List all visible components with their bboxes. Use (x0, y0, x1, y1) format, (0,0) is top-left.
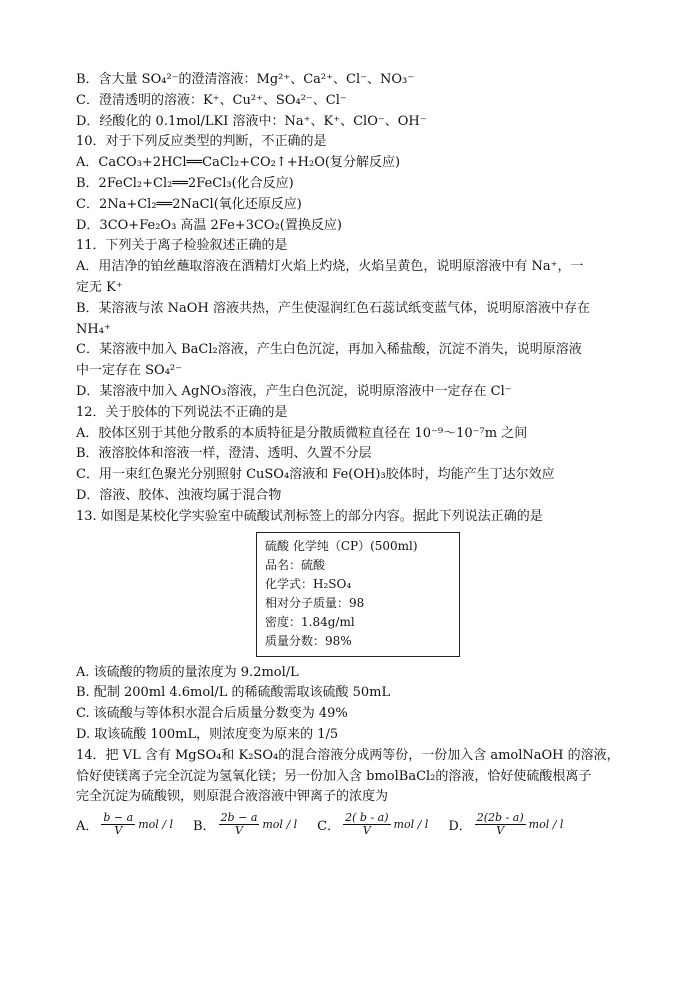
text-line: C．2Na+Cl₂══2NaCl(氧化还原反应) (76, 196, 302, 212)
answer-unit: mol / l (262, 818, 298, 832)
answer-choice (76, 812, 173, 837)
text-line: D．溶液、胶体、浊液均属于混合物 (76, 487, 282, 503)
question-14-answer-choices (76, 812, 624, 837)
text-line: A．胶体区别于其他分散系的本质特征是分散质微粒直径在 10⁻⁹～10⁻⁷m 之间 (76, 425, 528, 441)
text-line: B．2FeCl₂+Cl₂══2FeCl₃(化合反应) (76, 175, 294, 191)
text-line: 14．把 VL 含有 MgSO₄和 K₂SO₄的混合溶液分成两等份，一份加入含 amolNaOH 的溶液， (76, 747, 620, 763)
answer-letter: C． (317, 819, 341, 835)
text-line: 10．对于下列反应类型的判断，不正确的是 (76, 134, 327, 150)
text-line: D．3CO+Fe₂O₃ 高温 2Fe+3CO₂(置换反应) (76, 217, 342, 233)
answer-choice (193, 812, 297, 837)
exam-page (76, 70, 624, 837)
text-line: A. 该硫酸的物质的量浓度为 9.2mol/L (76, 664, 299, 680)
text-line: 相对分子质量：98 (265, 595, 365, 610)
text-line: 11．下列关于离子检验叙述正确的是 (76, 238, 288, 254)
answer-unit: mol / l (138, 818, 173, 832)
text-line: 定无 K⁺ (76, 279, 123, 295)
answer-letter: A． (76, 819, 99, 835)
fraction-numerator: 2b − a (220, 811, 258, 825)
answer-unit: mol / l (528, 818, 564, 832)
text-line: 中一定存在 SO₄²⁻ (76, 363, 182, 379)
text-line: NH₄⁺ (76, 321, 111, 337)
text-line: 质量分数：98% (265, 633, 352, 648)
fraction-denominator: V (496, 824, 505, 838)
text-line: D．经酸化的 0.1mol/LKI 溶液中：Na⁺、K⁺、ClO⁻、OH⁻ (76, 113, 427, 129)
answer-letter: B． (193, 819, 216, 835)
answer-fraction (219, 812, 260, 837)
text-line: A．用洁净的铂丝蘸取溶液在酒精灯火焰上灼烧，火焰呈黄色，说明原溶液中有 Na⁺，一 (76, 259, 584, 275)
text-line: D. 取该硫酸 100mL，则浓度变为原来的 1/5 (76, 726, 339, 742)
text-line: C. 该硫酸与等体积水混合后质量分数变为 49% (76, 706, 348, 722)
text-line: 完全沉淀为硫酸钡，则原混合液溶液中钾离子的浓度为 (76, 789, 389, 805)
text-line: 恰好使镁离子完全沉淀为氢氧化镁；另一份加入含 bmolBaCl₂的溶液，恰好使硫酸根离子 (76, 768, 592, 784)
answer-unit: mol / l (393, 818, 429, 832)
answer-fraction (475, 812, 526, 837)
answer-choice (317, 812, 428, 837)
text-line: A．CaCO₃+2HCl══CaCl₂+CO₂↑+H₂O(复分解反应) (76, 155, 401, 171)
text-line: C．用一束红色聚光分别照射 CuSO₄溶液和 Fe(OH)₃胶体时，均能产生丁达尔效应 (76, 467, 555, 483)
fraction-denominator: V (362, 824, 371, 838)
text-line: 品名：硫酸 (265, 557, 326, 572)
text-line: B．含大量 SO₄²⁻的澄清溶液：Mg²⁺、Ca²⁺、Cl⁻、NO₃⁻ (76, 72, 415, 87)
text-line: 硫酸 化学纯（CP）(500ml) (265, 538, 418, 553)
answer-choice (448, 812, 563, 837)
questions-13-14 (76, 663, 624, 809)
fraction-numerator: 2(2b - a) (476, 811, 524, 825)
fraction-denominator: V (234, 824, 243, 838)
text-line: D．某溶液中加入 AgNO₃溶液，产生白色沉淀，说明原溶液中一定存在 Cl⁻ (76, 383, 512, 399)
questions-10-13 (76, 70, 624, 528)
text-line: B. 配制 200ml 4.6mol/L 的稀硫酸需取该硫酸 50mL (76, 685, 391, 701)
answer-fraction (101, 812, 135, 837)
text-line: C．澄清透明的溶液：K⁺、Cu²⁺、SO₄²⁻、Cl⁻ (76, 92, 347, 108)
sulfuric-acid-label (256, 532, 460, 657)
fraction-numerator: 2( b - a) (345, 811, 389, 825)
answer-fraction (343, 812, 390, 837)
text-line: 13. 如图是某校化学实验室中硫酸试剂标签上的部分内容。据此下列说法正确的是 (76, 508, 543, 524)
text-line: 密度：1.84g/ml (265, 614, 355, 629)
text-line: B．液溶胶体和溶液一样，澄清、透明、久置不分层 (76, 446, 372, 462)
text-line: 化学式：H₂SO₄ (265, 576, 352, 591)
answer-letter: D． (448, 819, 472, 835)
fraction-denominator: V (114, 824, 123, 838)
text-line: C．某溶液中加入 BaCl₂溶液，产生白色沉淀，再加入稀盐酸，沉淀不消失，说明原溶液 (76, 342, 582, 358)
text-line: B．某溶液与浓 NaOH 溶液共热，产生使湿润红色石蕊试纸变蓝气体，说明原溶液中存在 (76, 300, 590, 316)
text-line: 12．关于胶体的下列说法不正确的是 (76, 404, 288, 420)
fraction-numerator: b − a (103, 811, 134, 825)
